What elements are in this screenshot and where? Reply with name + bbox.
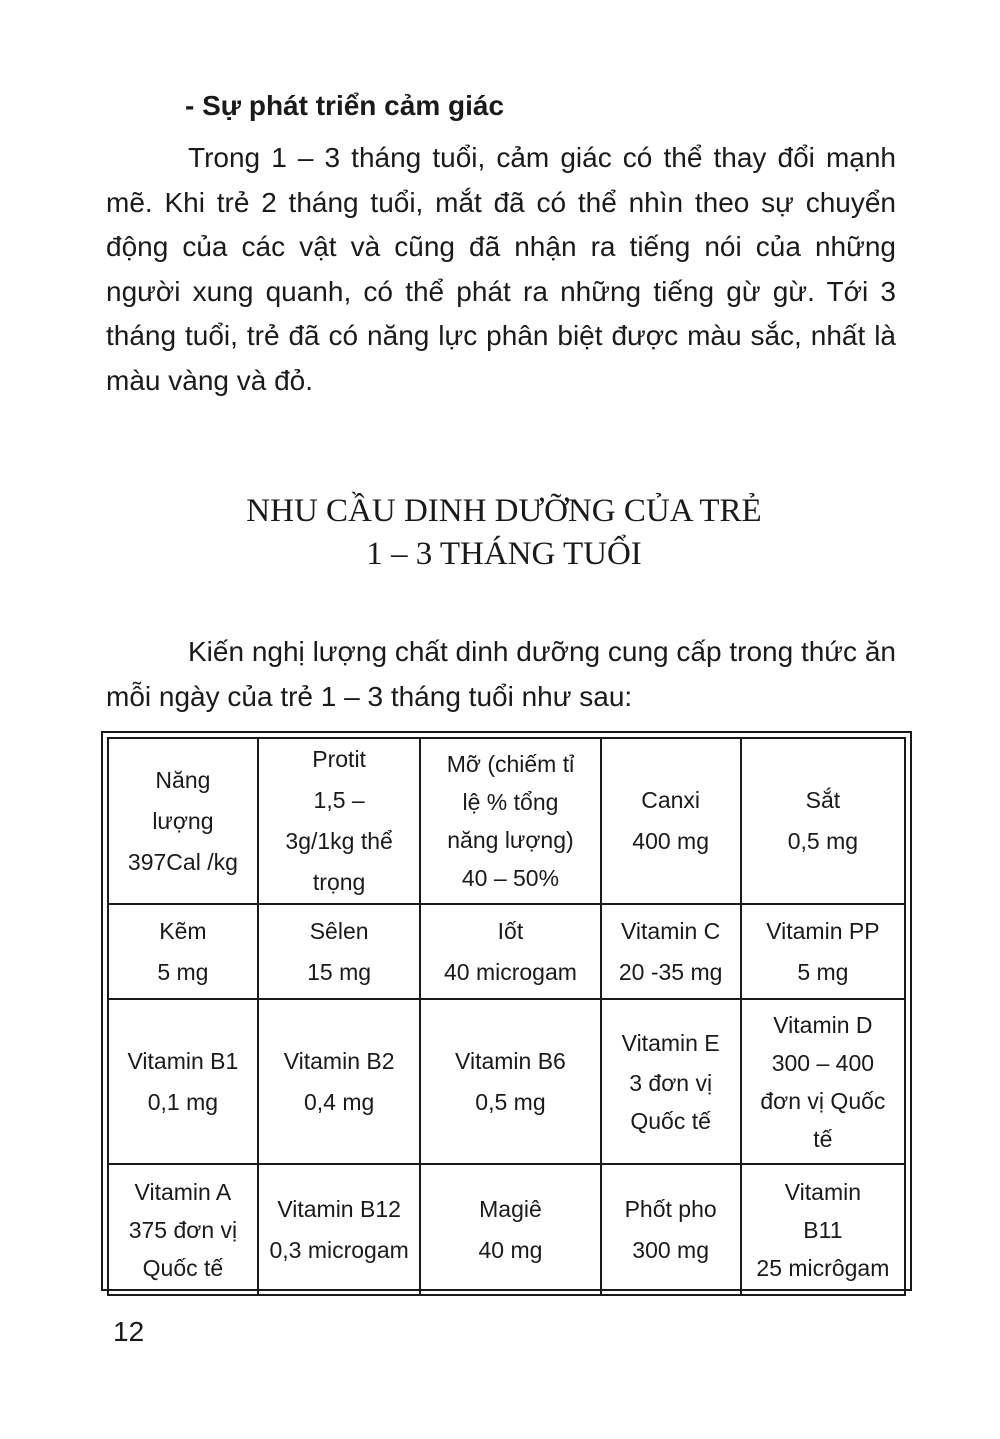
nutrient-value: 300 – 400 đơn vị Quốc tế — [760, 1049, 886, 1152]
table-cell — [258, 1164, 421, 1295]
nutrient-name: Vitamin B6 — [455, 1047, 566, 1074]
section-heading: - Sự phát triển cảm giác — [185, 90, 505, 121]
table-cell — [258, 904, 421, 999]
nutrient-value: 20 -35 mg — [618, 958, 723, 985]
nutrient-table-frame — [101, 731, 912, 1291]
nutrient-name: Sắt — [805, 787, 841, 813]
intro-paragraph: Kiến nghị lượng chất dinh dưỡng cung cấp trong thức ăn mỗi ngày của trẻ 1 – 3 tháng tuổi như sau: — [106, 636, 896, 712]
table-cell — [741, 904, 905, 999]
table-cell — [108, 1164, 258, 1295]
nutrient-value: 400 mg — [632, 828, 709, 854]
nutrient-name: Iốt — [497, 917, 524, 944]
table-cell — [258, 738, 421, 904]
table-cell — [601, 999, 741, 1164]
table-cell — [108, 904, 258, 999]
table-cell — [601, 904, 741, 999]
nutrient-value: 0,4 mg — [303, 1088, 375, 1115]
nutrient-value: 15 mg — [307, 958, 372, 985]
nutrient-value: 40 – 50% — [461, 865, 560, 891]
nutrient-name: Năng lượng — [152, 766, 214, 834]
nutrient-name: Magiê — [479, 1195, 542, 1222]
nutrient-value: 0,3 microgam — [269, 1236, 409, 1263]
nutrient-name: Vitamin B12 — [277, 1195, 401, 1222]
table-row — [108, 1164, 905, 1295]
table-cell — [258, 999, 421, 1164]
nutrient-name: Vitamin A — [134, 1178, 232, 1205]
nutrient-name: Phốt pho — [624, 1195, 717, 1222]
nutrient-name: Vitamin B1 — [127, 1047, 239, 1074]
nutrient-name: Mỡ (chiếm tỉ lệ % tổng năng lượng) — [446, 751, 575, 853]
nutrient-name: Vitamin C — [621, 917, 721, 944]
table-cell — [420, 999, 600, 1164]
nutrient-name: Vitamin B2 — [283, 1047, 395, 1074]
table-cell — [420, 904, 600, 999]
nutrient-value: 5 mg — [157, 958, 209, 985]
nutrient-value: 40 microgam — [443, 958, 577, 985]
nutrient-value: 1,5 – 3g/1kg thể trọng — [285, 787, 393, 895]
nutrient-name: Sêlen — [309, 917, 369, 944]
nutrient-value: 0,5 mg — [475, 1088, 546, 1115]
nutrient-value: 0,1 mg — [147, 1088, 219, 1115]
nutrient-value: 0,5 mg — [787, 828, 859, 854]
section-paragraph: Trong 1 – 3 tháng tuổi, cảm giác có thể thay đổi mạnh mẽ. Khi trẻ 2 tháng tuổi, mắt đã có thể nhìn theo sự chuyển động của các vật và cũng đã nhận ra tiếng nói của những người xung quanh, có thể phát ra những tiếng gừ gừ. Tới 3 tháng tuổi, trẻ đã có năng lực phân biệt được màu sắc, nhất là màu vàng và đỏ. — [106, 142, 896, 396]
table-cell — [420, 1164, 600, 1295]
nutrient-value: 5 mg — [797, 958, 849, 985]
table-cell — [741, 999, 905, 1164]
chapter-title-line-2: 1 – 3 THÁNG TUỔI — [366, 536, 642, 572]
table-row — [108, 904, 905, 999]
nutrient-name: Vitamin E — [621, 1030, 720, 1056]
nutrient-name: Vitamin D — [773, 1011, 873, 1038]
nutrient-value: 40 mg — [478, 1236, 543, 1263]
table-cell — [108, 738, 258, 904]
chapter-title-line-1: NHU CẦU DINH DƯỠNG CỦA TRẺ — [246, 493, 762, 529]
table-cell — [741, 738, 905, 904]
nutrient-value: 3 đơn vị Quốc tế — [629, 1070, 713, 1134]
table-cell — [741, 1164, 905, 1295]
nutrient-name: Protit — [312, 746, 366, 772]
table-cell — [601, 738, 741, 904]
table-cell — [108, 999, 258, 1164]
nutrient-name: Vitamin B11 — [784, 1178, 862, 1243]
page-number: 12 — [113, 1316, 145, 1347]
table-cell — [420, 738, 600, 904]
nutrient-value: 375 đơn vị Quốc tế — [128, 1216, 238, 1281]
table-row — [108, 999, 905, 1164]
table-row — [108, 738, 905, 904]
nutrient-value: 25 micrôgam — [756, 1254, 890, 1281]
nutrient-value: 300 mg — [632, 1236, 709, 1263]
table-cell — [601, 1164, 741, 1295]
nutrient-name: Canxi — [641, 787, 701, 813]
nutrient-name: Vitamin PP — [766, 917, 880, 944]
nutrient-table — [107, 737, 906, 1296]
nutrient-value: 397Cal /kg — [127, 848, 238, 875]
nutrient-name: Kẽm — [159, 917, 207, 944]
